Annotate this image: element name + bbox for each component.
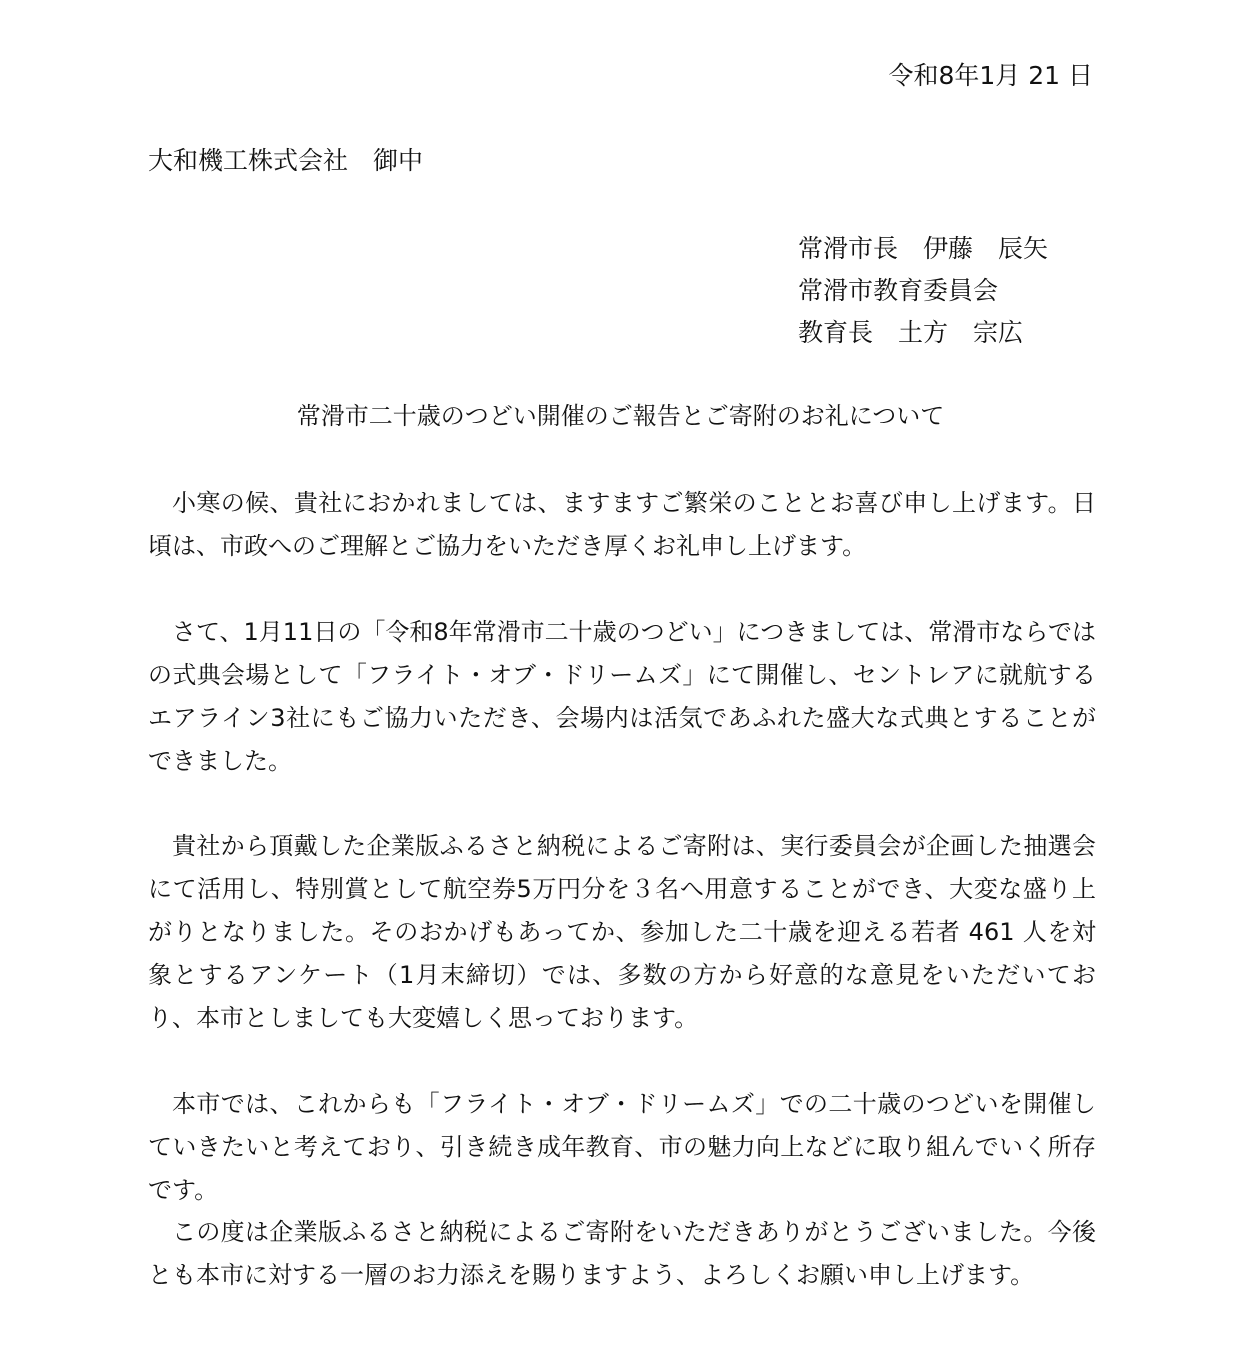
- letter-subject: 常滑市二十歳のつどい開催のご報告とご寄附のお礼について: [296, 402, 945, 430]
- body-paragraph-donation-usage: 貴社から頂戴した企業版ふるさと納税によるご寄附は、実行委員会が企画した抽選会にて活用し、特別賞として航空券5万円分を３名へ用意することができ、大変な盛り上がりとなりました。そのおかげもあってか、参加した二十歳を迎える若者 461 人を対象とするアンケート（1月末締切）では、多数の方から好意的な意見をいただいており、本市としましても大変嬉しく思っております。: [148, 832, 1096, 1032]
- letter-sender-block: [798, 228, 1048, 354]
- body-paragraph-event-report: さて、1月11日の「令和8年常滑市二十歳のつどい」につきましては、常滑市ならではの式典会場として「フライト・オブ・ドリームズ」にて開催し、セントレアに就航するエアライン3社にもご協力いただき、会場内は活気であふれた盛大な式典とすることができました。: [148, 618, 1096, 775]
- body-paragraph-greeting: 小寒の候、貴社におかれましては、ますますご繁栄のこととお喜び申し上げます。日頃は、市政へのご理解とご協力をいただき厚くお礼申し上げます。: [148, 489, 1096, 560]
- sender-mayor: 常滑市長 伊藤 辰矢: [798, 234, 1049, 263]
- body-paragraph-future-plans: 本市では、これからも「フライト・オブ・ドリームズ」での二十歳のつどいを開催していきたいと考えており、引き続き成年教育、市の魅力向上などに取り組んでいく所存です。: [148, 1090, 1096, 1204]
- sender-board: 常滑市教育委員会: [798, 276, 999, 305]
- body-paragraph-closing-thanks: この度は企業版ふるさと納税によるご寄附をいただきありがとうございました。今後とも本市に対する一層のお力添えを賜りますよう、よろしくお願い申し上げます。: [148, 1218, 1096, 1289]
- letter-recipient: 大和機工株式会社 御中: [148, 146, 424, 175]
- letter-date: 令和8年1月 21 日: [888, 61, 1093, 90]
- sender-superintendent: 教育長 土方 宗広: [798, 318, 1024, 347]
